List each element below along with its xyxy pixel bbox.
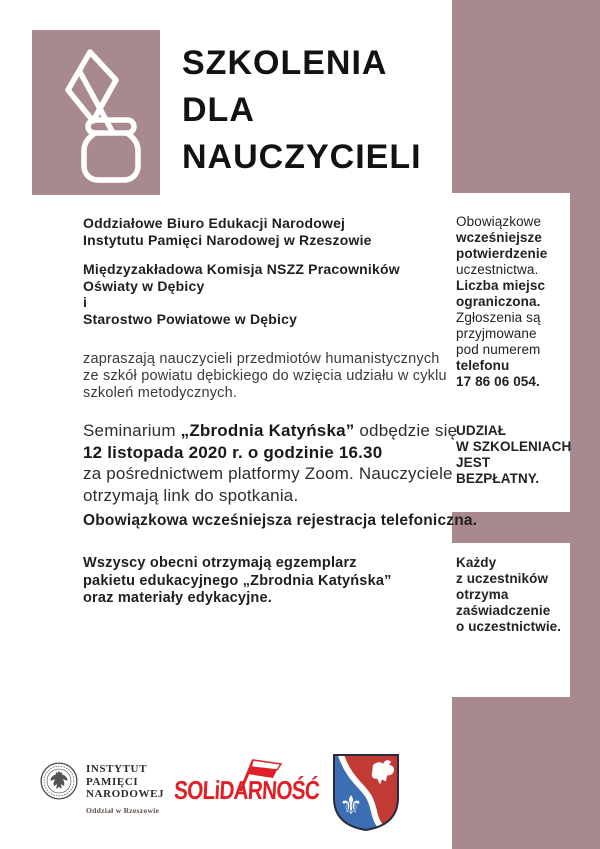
sidebar-line: otrzyma [456, 587, 509, 602]
organizer-block-ipn [83, 215, 372, 248]
sidebar-line: JEST BEZPŁATNY. [456, 455, 540, 486]
intro-line: szkoleń metodycznych. [83, 385, 238, 401]
fleur-de-lis-icon: ⚜ [339, 791, 363, 821]
seminar-title: „Zbrodnia Katyńska” [180, 421, 355, 440]
seminar-link-line: otrzymają link do spotkania. [83, 485, 299, 505]
seminar-tail-text: odbędzie się [354, 421, 458, 440]
debica-county-coat-of-arms-icon [331, 752, 401, 832]
sidebar-line: z uczestników [456, 571, 549, 586]
intro-line: ze szkół powiatu dębickiego do wzięcia udziału w cyklu [83, 368, 447, 384]
sidebar-phone-number: 17 86 06 054. [456, 374, 540, 389]
sidebar-line: ograniczona. [456, 294, 541, 309]
quill-inkwell-icon [32, 30, 160, 195]
ipn-branch-label: Oddział w Rzeszowie [86, 805, 160, 815]
organizer-line: Międzyzakładowa Komisja NSZZ Pracowników [83, 261, 400, 277]
seminar-date: 12 listopada 2020 r. o godzinie 16.30 [83, 442, 383, 462]
invitation-paragraph [83, 351, 447, 402]
organizer-block-local [83, 261, 400, 327]
seminar-line-1 [83, 420, 457, 442]
sidebar-line: przyjmowane [456, 326, 537, 341]
title-line-1: SZKOLENIA [182, 44, 388, 82]
sidebar-line: UDZIAŁ [456, 423, 507, 438]
sidebar-confirmation-block [456, 214, 576, 390]
registration-note: Obowiązkowa wcześniejsza rejestracja telefoniczna. [83, 512, 478, 529]
sidebar-line: wcześniejsze [456, 230, 542, 245]
sidebar-line: potwierdzenie [456, 246, 548, 261]
sidebar-line: o uczestnictwie. [456, 619, 562, 634]
solidarnosc-wordmark: SOLiDARNOŚĆ [173, 775, 320, 805]
sidebar-line: uczestnictwa. [456, 262, 539, 277]
ipn-line: PAMIĘCI [86, 775, 139, 788]
materials-line: pakietu edukacyjnego „Zbrodnia Katyńska” [83, 572, 392, 589]
organizer-line: Starostwo Powiatowe w Dębicy [83, 310, 298, 327]
sidebar-line: Obowiązkowe [456, 214, 542, 229]
sidebar-line: telefonu [456, 358, 510, 373]
organizer-line: i [83, 294, 88, 310]
solidarnosc-logo [175, 757, 325, 817]
seminar-details [83, 420, 457, 506]
title-line-3: NAUCZYCIELI [182, 138, 422, 176]
sidebar-free-block [456, 423, 576, 487]
ipn-wordmark [86, 763, 164, 817]
materials-note [83, 555, 392, 608]
ipn-line: INSTYTUT [86, 763, 148, 775]
organizer-line: Instytutu Pamięci Narodowej w Rzeszowie [83, 231, 372, 248]
organizer-line: Oświaty w Dębicy [83, 277, 205, 294]
sidebar-line: zaświadczenie [456, 603, 551, 618]
ipn-eagle-seal-icon [40, 762, 78, 800]
sidebar-line: Liczba miejsc [456, 278, 546, 293]
ipn-line: NARODOWEJ [86, 788, 165, 800]
poster-title [182, 40, 422, 181]
title-line-2: DLA [182, 91, 255, 129]
materials-line: oraz materiały edykacyjne. [83, 590, 272, 606]
intro-line: zapraszają nauczycieli przedmiotów humanistycznych [83, 351, 440, 367]
sidebar-line: Każdy [456, 555, 497, 570]
sidebar-line: Zgłoszenia są [456, 310, 541, 325]
materials-line: Wszyscy obecni otrzymają egzemplarz [83, 555, 357, 571]
seminar-intro-text: Seminarium [83, 421, 181, 440]
header-icon-square [32, 30, 160, 195]
sidebar-certificate-block [456, 555, 576, 635]
sidebar-line: W SZKOLENIACH [456, 439, 572, 454]
sidebar-line: pod numerem [456, 342, 541, 357]
organizer-line: Oddziałowe Biuro Edukacji Narodowej [83, 215, 346, 231]
seminar-platform-line: za pośrednictwem platformy Zoom. Nauczyciele [83, 464, 453, 483]
